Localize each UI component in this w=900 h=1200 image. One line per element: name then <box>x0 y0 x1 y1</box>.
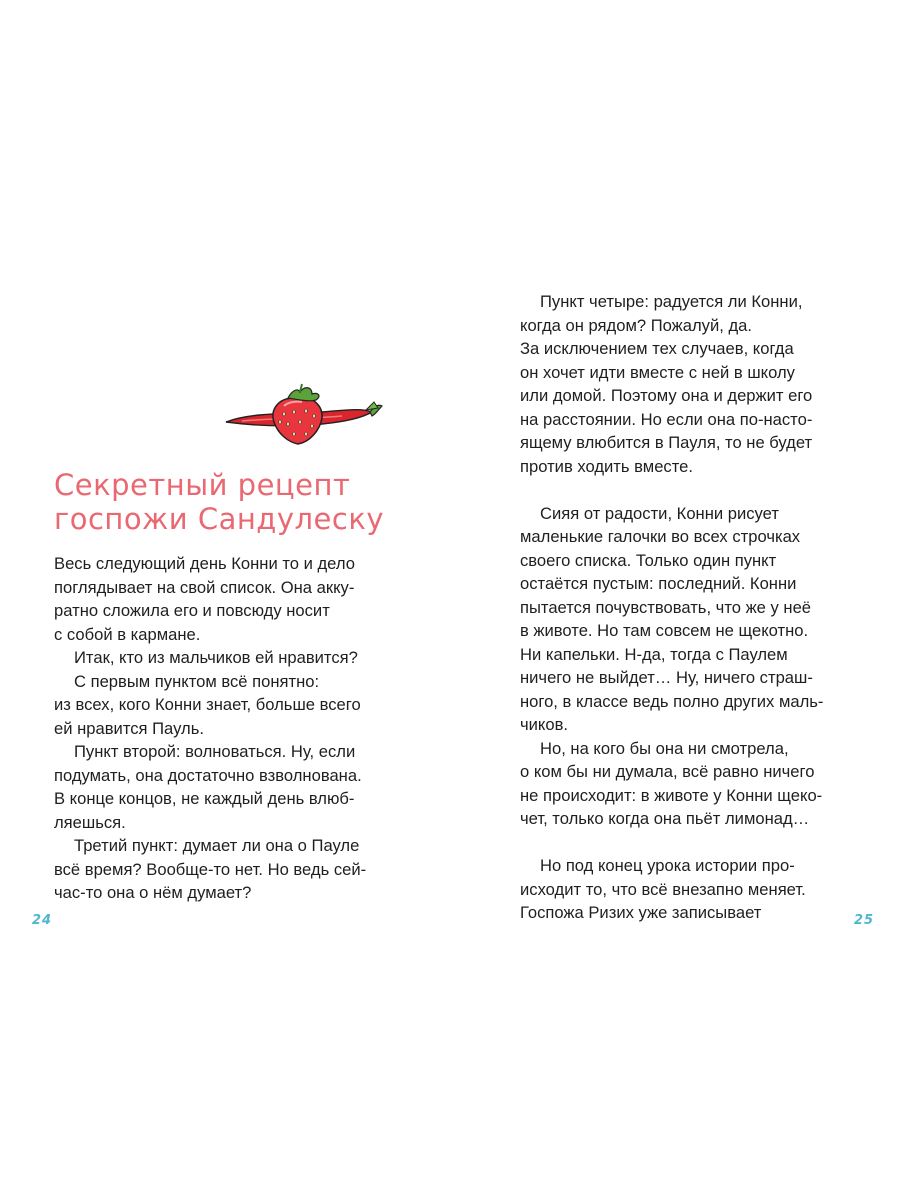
right-page <box>450 0 900 1200</box>
text-line: своего списка. Только один пункт <box>520 550 777 570</box>
text-line: Итак, кто из мальчиков ей нравится? <box>74 648 358 667</box>
text-line: из всех, кого Конни знает, больше всего <box>54 695 361 714</box>
text-line: пытается почувствовать, что же у неё <box>520 597 812 617</box>
text-line: Весь следующий день Конни то и дело <box>54 554 355 573</box>
text-line: ей нравится Пауль. <box>54 718 204 738</box>
text-line: поглядывает на свой список. Она акку- <box>54 577 355 597</box>
text-line: С первым пунктом всё понятно: <box>74 671 320 691</box>
text-line: ратно сложила его и повсюду носит <box>54 601 330 620</box>
paragraph-gap <box>520 478 880 502</box>
text-line: остаётся пустым: последний. Конни <box>520 574 797 593</box>
text-line: всё время? Вообще-то нет. Но ведь сей- <box>54 859 367 879</box>
text-line: Пункт четыре: радуется ли Конни, <box>540 292 803 311</box>
chapter-title-line-2: госпожи Сандулеску <box>54 502 385 536</box>
paragraph-gap <box>520 831 880 855</box>
text-line: ного, в классе ведь полно других маль- <box>520 691 824 711</box>
text-line: ляешься. <box>54 812 126 832</box>
text-line: ничего не выйдет… Ну, ничего страш- <box>520 668 813 687</box>
page-number-right: 25 <box>854 913 875 928</box>
text-line: о ком бы ни думала, всё равно ничего <box>520 762 815 781</box>
text-line: час-то она о нём думает? <box>54 883 252 902</box>
text-line: Но, на кого бы она ни смотрела, <box>540 738 789 758</box>
chapter-title <box>54 468 384 536</box>
text-line: против ходить вместе. <box>520 456 693 476</box>
text-line: на расстоянии. Но если она по-насто- <box>520 409 813 429</box>
strawberry-chili-icon <box>222 382 384 448</box>
text-line: ящему влюбится в Пауля, то не будет <box>520 433 813 452</box>
text-line: чиков. <box>520 715 569 734</box>
text-line: чет, только когда она пьёт лимонад… <box>520 809 810 828</box>
text-line: он хочет идти вместе с ней в школу <box>520 362 795 382</box>
text-line: Ни капельки. Н-да, тогда с Паулем <box>520 644 788 664</box>
text-line: Госпожа Ризих уже записывает <box>520 903 762 922</box>
text-line: когда он рядом? Пожалуй, да. <box>520 315 752 335</box>
text-line: Третий пункт: думает ли она о Пауле <box>74 836 360 855</box>
text-line: Но под конец урока истории про- <box>540 856 795 875</box>
right-body-text <box>520 290 880 925</box>
left-body-text <box>54 552 414 905</box>
text-line: маленькие галочки во всех строчках <box>520 527 801 546</box>
text-line: с собой в кармане. <box>54 624 201 644</box>
text-line: не происходит: в животе у Конни щеко- <box>520 785 823 805</box>
text-line: подумать, она достаточно взволнована. <box>54 765 362 785</box>
page-number-left: 24 <box>32 913 53 928</box>
text-line: в животе. Но там совсем не щекотно. <box>520 621 809 640</box>
text-line: исходит то, что всё внезапно меняет. <box>520 879 806 899</box>
text-line: За исключением тех случаев, когда <box>520 339 794 358</box>
text-line: Сияя от радости, Конни рисует <box>540 503 779 523</box>
chapter-title-line-1: Секретный рецепт <box>54 468 351 502</box>
text-line: Пункт второй: волноваться. Ну, если <box>74 742 356 761</box>
text-line: или домой. Поэтому она и держит его <box>520 386 813 405</box>
text-line: В конце концов, не каждый день влюб- <box>54 789 355 808</box>
